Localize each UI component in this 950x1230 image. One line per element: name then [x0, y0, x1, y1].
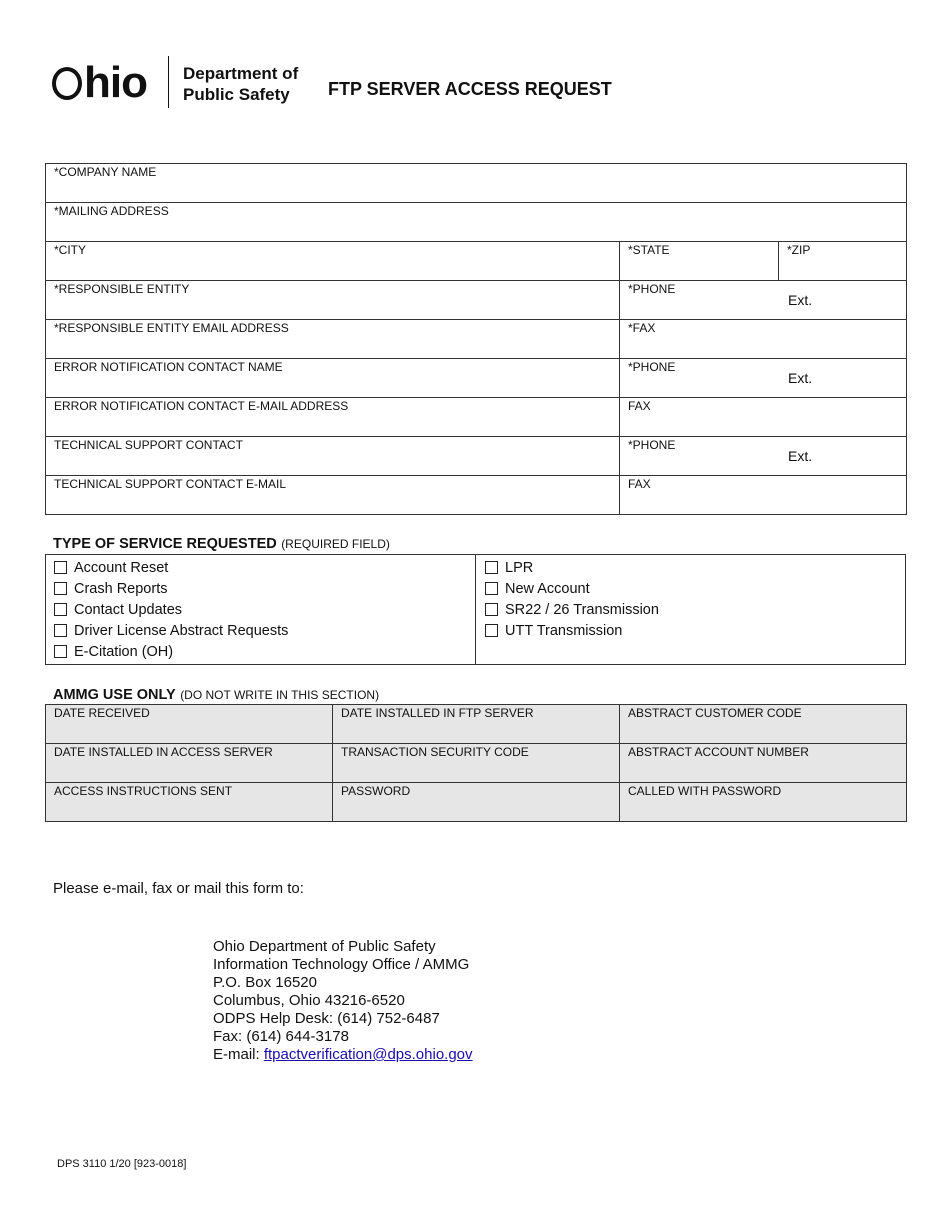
- mailing-intro: Please e-mail, fax or mail this form to:: [53, 880, 304, 897]
- service-subtitle: (REQUIRED FIELD): [281, 537, 390, 551]
- ammg-table: [45, 704, 907, 822]
- ammg-cell-label: DATE INSTALLED IN ACCESS SERVER: [54, 745, 273, 759]
- tech-fax-field[interactable]: [620, 476, 907, 515]
- service-option[interactable]: [54, 620, 474, 641]
- error-contact-name-field[interactable]: [46, 359, 620, 398]
- ammg-subtitle: (DO NOT WRITE IN THIS SECTION): [180, 688, 380, 702]
- email-label: E-mail:: [213, 1046, 264, 1063]
- mailing-address-label: *MAILING ADDRESS: [54, 204, 169, 218]
- checkbox[interactable]: [485, 561, 498, 574]
- checkbox[interactable]: [54, 603, 67, 616]
- ammg-cell: [333, 783, 620, 822]
- service-right-column: [475, 555, 905, 664]
- service-left-column: [54, 557, 474, 664]
- ammg-cell: [333, 744, 620, 783]
- tech-fax-label: FAX: [628, 477, 651, 491]
- service-section-heading: [53, 535, 390, 553]
- tech-email-label: TECHNICAL SUPPORT CONTACT E-MAIL: [54, 477, 287, 491]
- service-option-label: LPR: [505, 559, 534, 576]
- checkbox[interactable]: [485, 582, 498, 595]
- email-line: [213, 1046, 473, 1064]
- department-name: [183, 63, 298, 105]
- service-option[interactable]: [485, 578, 905, 599]
- checkbox[interactable]: [54, 561, 67, 574]
- error-contact-name-label: ERROR NOTIFICATION CONTACT NAME: [54, 360, 283, 374]
- service-option-label: SR22 / 26 Transmission: [505, 601, 659, 618]
- checkbox[interactable]: [485, 624, 498, 637]
- tech-phone-label: *PHONE: [628, 438, 676, 452]
- ammg-cell: [333, 705, 620, 744]
- responsible-entity-field[interactable]: [46, 281, 620, 320]
- responsible-entity-label: *RESPONSIBLE ENTITY: [54, 282, 190, 296]
- responsible-email-field[interactable]: [46, 320, 620, 359]
- error-fax-label: FAX: [628, 399, 651, 413]
- ammg-cell-label: ABSTRACT ACCOUNT NUMBER: [628, 745, 809, 759]
- fax-line: Fax: (614) 644-3178: [213, 1028, 349, 1045]
- company-name-label: *COMPANY NAME: [54, 165, 157, 179]
- tech-ext-label: Ext.: [788, 448, 813, 464]
- responsible-fax-field[interactable]: [620, 320, 907, 359]
- service-option-label: UTT Transmission: [505, 622, 623, 639]
- error-email-field[interactable]: [46, 398, 620, 437]
- responsible-fax-label: *FAX: [628, 321, 656, 335]
- ohio-logo: [52, 58, 147, 108]
- ammg-cell-label: DATE INSTALLED IN FTP SERVER: [341, 706, 534, 720]
- service-option[interactable]: [485, 557, 905, 578]
- department-line-2: Public Safety: [183, 85, 290, 104]
- tech-contact-field[interactable]: [46, 437, 620, 476]
- contact-form-table: [45, 163, 907, 515]
- ammg-cell-label: DATE RECEIVED: [54, 706, 150, 720]
- service-option[interactable]: [54, 641, 474, 662]
- service-option-label: E-Citation (OH): [74, 643, 174, 660]
- ammg-cell: [620, 744, 907, 783]
- state-label: *STATE: [628, 243, 670, 257]
- service-option[interactable]: [485, 620, 905, 641]
- service-option[interactable]: [485, 599, 905, 620]
- help-desk-line: ODPS Help Desk: (614) 752-6487: [213, 1010, 440, 1027]
- ohio-logo-word: hio: [84, 58, 147, 107]
- responsible-email-label: *RESPONSIBLE ENTITY EMAIL ADDRESS: [54, 321, 289, 335]
- service-option-label: Crash Reports: [74, 580, 168, 597]
- address-line: Columbus, Ohio 43216-6520: [213, 992, 405, 1009]
- mailing-address-block: [213, 938, 473, 1064]
- zip-label: *ZIP: [787, 243, 811, 257]
- address-line: Information Technology Office / AMMG: [213, 956, 470, 973]
- responsible-phone-label: *PHONE: [628, 282, 676, 296]
- ammg-cell-label: ABSTRACT CUSTOMER CODE: [628, 706, 802, 720]
- ammg-cell: [46, 744, 333, 783]
- ammg-cell-label: PASSWORD: [341, 784, 411, 798]
- city-label: *CITY: [54, 243, 87, 257]
- tech-phone-field[interactable]: [620, 437, 907, 476]
- mailing-address-field[interactable]: [46, 203, 907, 242]
- error-ext-label: Ext.: [788, 370, 813, 386]
- logo-divider: [168, 56, 169, 108]
- ammg-title: AMMG USE ONLY: [53, 687, 176, 703]
- ammg-section-heading: [53, 686, 379, 704]
- ammg-cell: [46, 705, 333, 744]
- error-phone-field[interactable]: [620, 359, 907, 398]
- error-phone-label: *PHONE: [628, 360, 676, 374]
- tech-contact-label: TECHNICAL SUPPORT CONTACT: [54, 438, 243, 452]
- service-option[interactable]: [54, 557, 474, 578]
- service-option-label: Driver License Abstract Requests: [74, 622, 289, 639]
- ammg-cell: [620, 783, 907, 822]
- ammg-cell: [46, 783, 333, 822]
- form-title: FTP SERVER ACCESS REQUEST: [328, 79, 612, 99]
- company-name-field[interactable]: [46, 164, 907, 203]
- service-option-label: New Account: [505, 580, 590, 597]
- city-field[interactable]: [46, 242, 620, 281]
- service-options-box: [45, 554, 906, 665]
- ohio-logo-o-icon: [52, 67, 82, 100]
- department-line-1: Department of: [183, 64, 299, 83]
- ammg-cell-label: TRANSACTION SECURITY CODE: [341, 745, 529, 759]
- service-title: TYPE OF SERVICE REQUESTED: [53, 536, 277, 552]
- service-option[interactable]: [54, 599, 474, 620]
- service-option[interactable]: [54, 578, 474, 599]
- ammg-cell: [620, 705, 907, 744]
- address-line: Ohio Department of Public Safety: [213, 938, 436, 955]
- service-option-label: Contact Updates: [74, 601, 183, 618]
- zip-field[interactable]: [779, 242, 907, 281]
- state-field[interactable]: [620, 242, 779, 281]
- checkbox[interactable]: [54, 582, 67, 595]
- service-option-label: Account Reset: [74, 559, 169, 576]
- form-code: DPS 3110 1/20 [923-0018]: [57, 1158, 187, 1170]
- checkbox[interactable]: [54, 624, 67, 637]
- email-link[interactable]: ftpactverification@dps.ohio.gov: [263, 1046, 473, 1063]
- tech-email-field[interactable]: [46, 476, 620, 515]
- error-email-label: ERROR NOTIFICATION CONTACT E-MAIL ADDRESS: [54, 399, 349, 413]
- responsible-ext-label: Ext.: [788, 292, 813, 308]
- ammg-cell-label: CALLED WITH PASSWORD: [628, 784, 782, 798]
- ammg-cell-label: ACCESS INSTRUCTIONS SENT: [54, 784, 233, 798]
- error-fax-field[interactable]: [620, 398, 907, 437]
- checkbox[interactable]: [485, 603, 498, 616]
- checkbox[interactable]: [54, 645, 67, 658]
- responsible-phone-field[interactable]: [620, 281, 907, 320]
- address-line: P.O. Box 16520: [213, 974, 317, 991]
